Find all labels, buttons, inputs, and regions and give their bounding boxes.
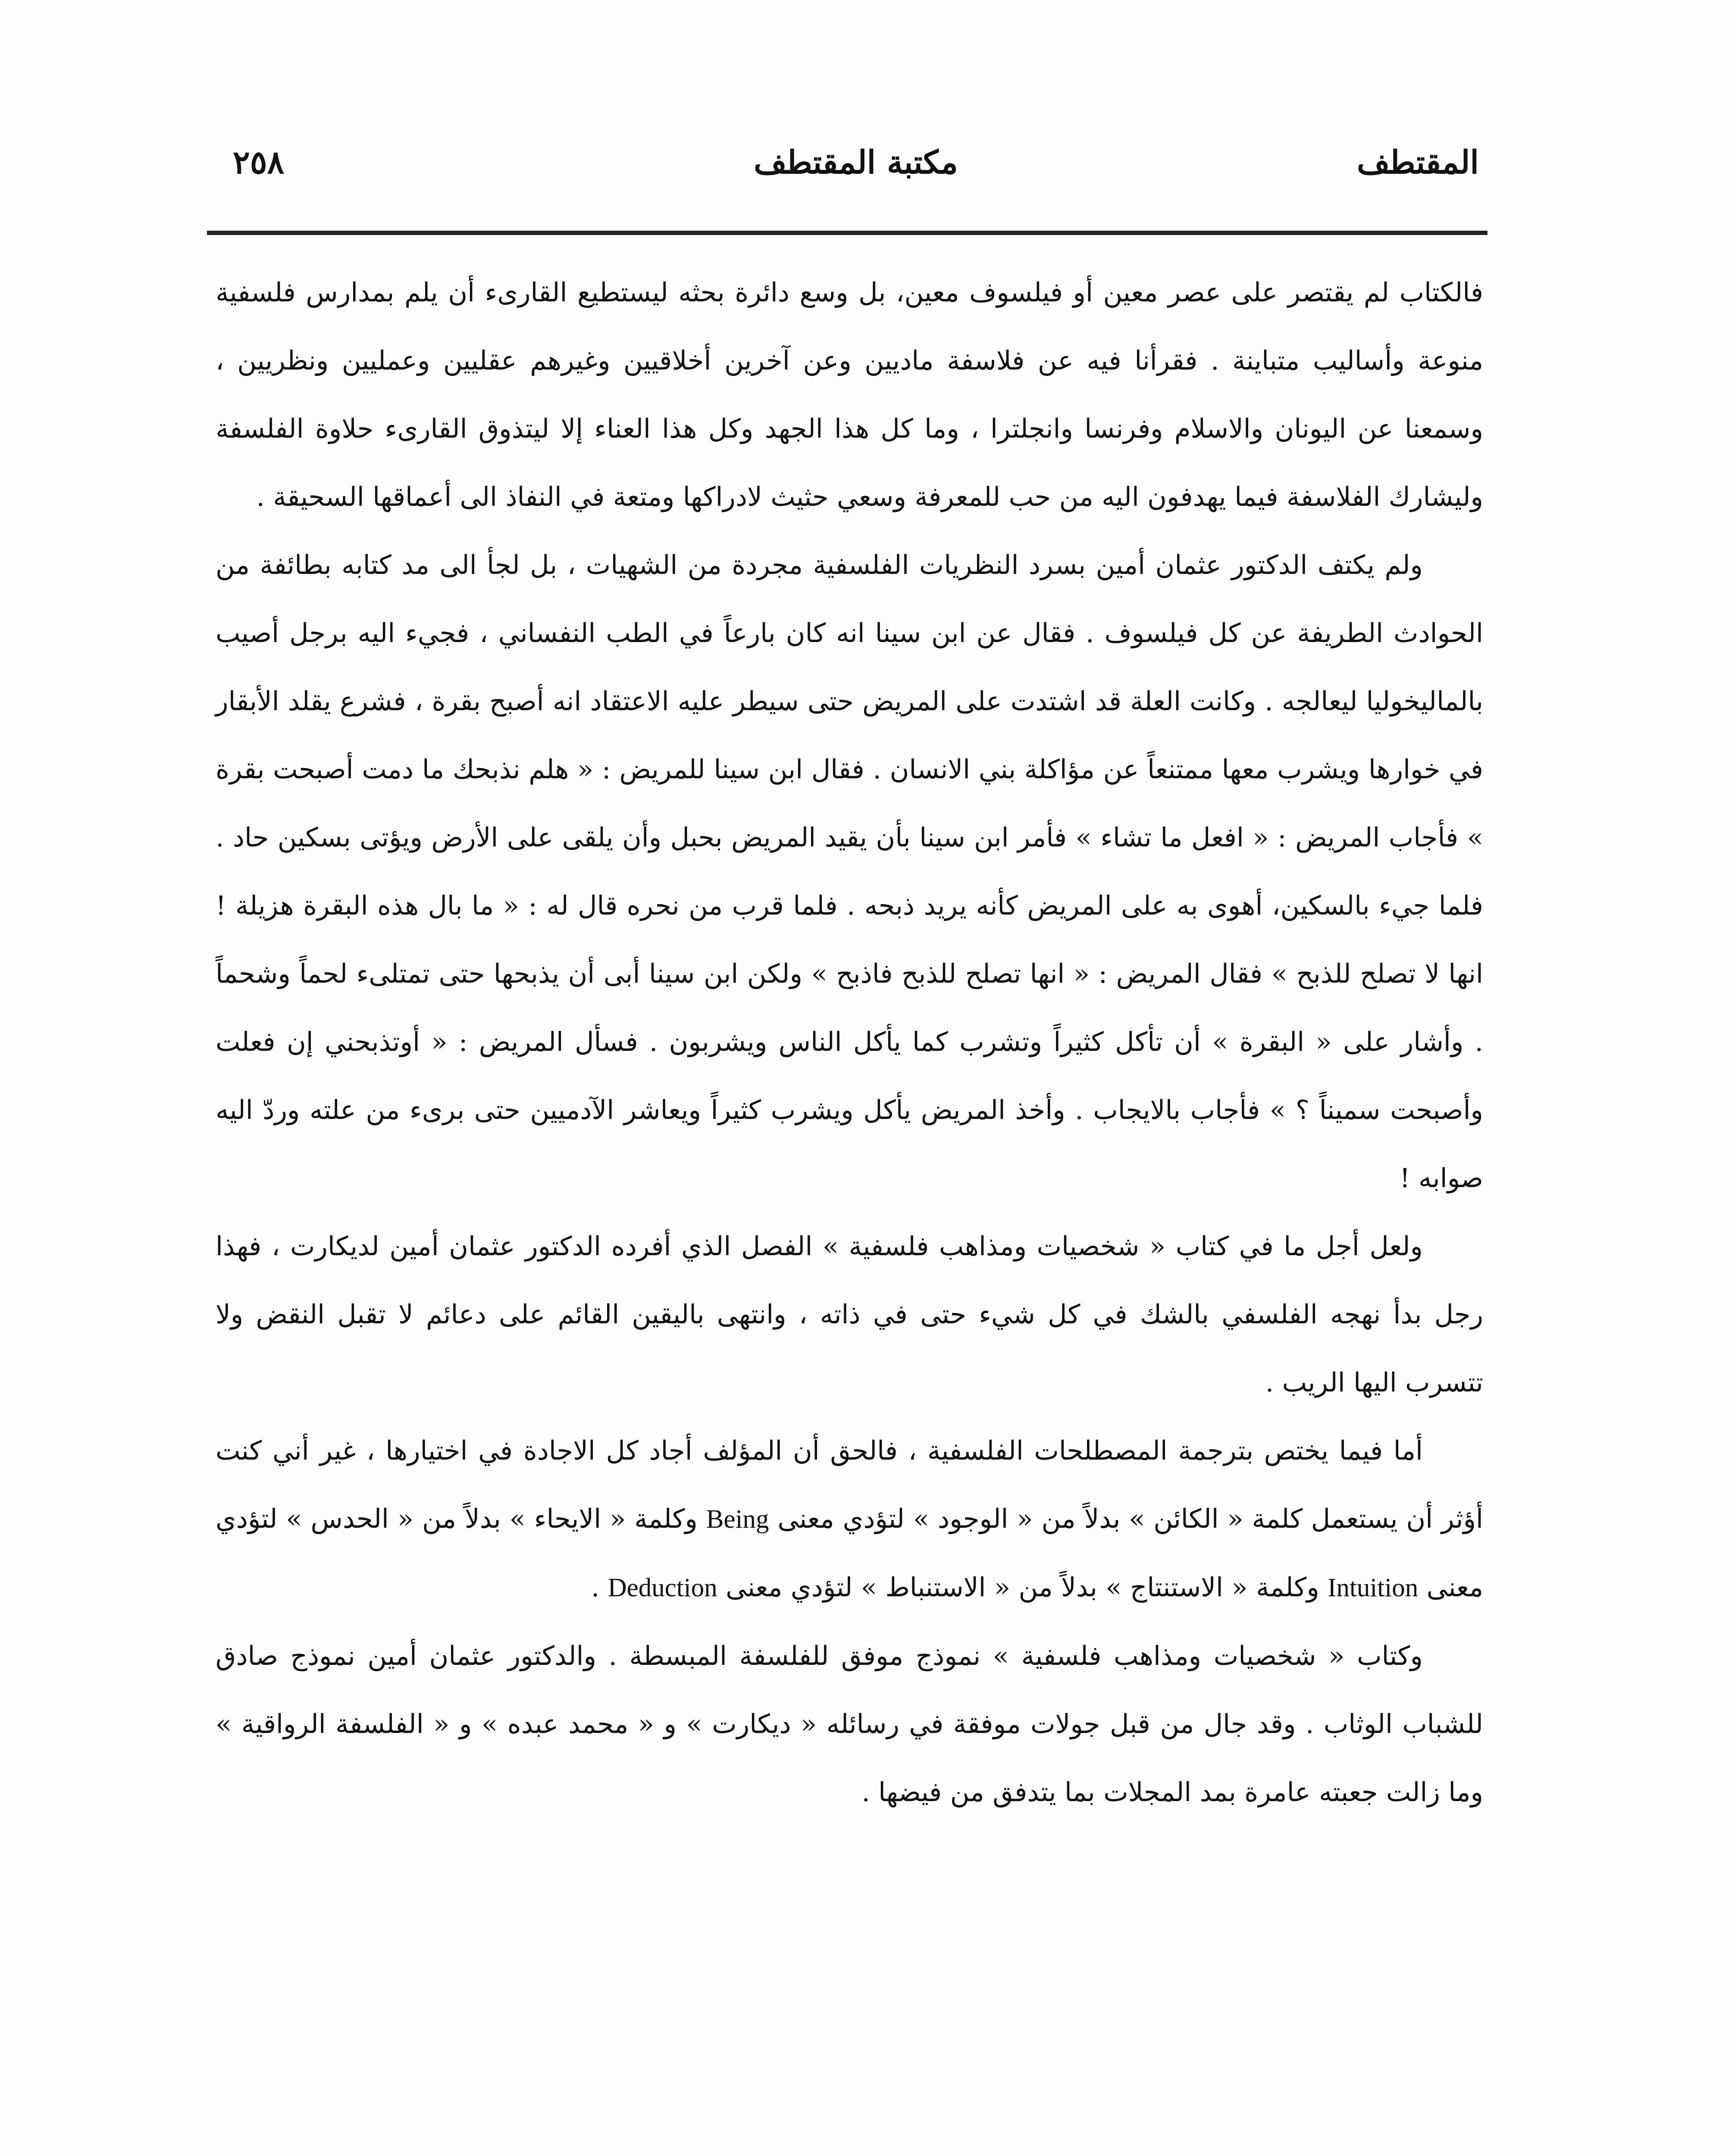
paragraph-2: ولم يكتف الدكتور عثمان أمين بسرد النظريات الفلسفية مجردة من الشهيات ، بل لجأ الى مد كتابه بطائفة من الحوادث الطريفة عن كل فيلسوف . فقال عن ابن سينا انه كان بارعاً في الطب النفساني ، فجيء اليه برجل أصيب بالماليخوليا ليعالجه . وكانت العلة قد اشتدت على المريض حتى سيطر عليه الاعتقاد انه أصبح بقرة ، فشرع يقلد الأبقار في خوارها ويشرب معها ممتنعاً عن مؤاكلة بني الانسان . فقال ابن سينا للمريض : « هلم نذبحك ما دمت أصبحت بقرة » فأجاب المريض : « افعل ما تشاء » فأمر ابن سينا بأن يقيد المريض بحبل وأن يلقى على الأرض ويؤتى بسكين حاد . فلما جيء بالسكين، أهوى به على المريض كأنه يريد ذبحه . فلما قرب من نحره قال له : « ما بال هذه البقرة هزيلة ! انها لا تصلح للذبح » فقال المريض : « انها تصلح للذبح فاذبح » ولكن ابن سينا أبى أن يذبحها حتى تمتلىء لحماً وشحماً . وأشار على « البقرة » أن تأكل كثيراً وتشرب كما يأكل الناس ويشربون . فسأل المريض : « أوتذبحني إن فعلت وأصبحت سميناً ؟ » فأجاب بالايجاب . وأخذ المريض يأكل ويشرب كثيراً ويعاشر الآدميين حتى برىء من علته وردّ اليه صوابه ! (216, 550, 1484, 1194)
paragraph-4-text-2: وكلمة « الايحاء » بدلاً من « الحدس » لتؤدي معنى (216, 1504, 1483, 1603)
paragraph-5: وكتاب « شخصيات ومذاهب فلسفية » نموذج موفق للفلسفة المبسطة . والدكتور عثمان أمين نموذج صادق للشباب الوثاب . وقد جال من قبل جولات موفقة في رسائله « ديكارت » و « محمد عبده » و « الفلسفة الرواقية » وما زالت جعبته عامرة بمد المجلات بما يتدفق من فيضها . (216, 1641, 1483, 1808)
paragraph-4-end: . (591, 1572, 600, 1603)
paragraph-4 (216, 1417, 1483, 1622)
paragraph-1: فالكتاب لم يقتصر على عصر معين أو فيلسوف معين، بل وسع دائرة بحثه ليستطيع القارىء أن يلم بمدارس فلسفية منوعة وأساليب متباينة . فقرأنا فيه عن فلاسفة ماديين وعن آخرين أخلاقيين وغيرهم عقليين وعمليين ونظريين ، وسمعنا عن اليونان والاسلام وفرنسا وانجلترا ، وما كل هذا الجهد وكل هذا العناء إلا ليتذوق القارىء حلاوة الفلسفة وليشارك الفلاسفة فيما يهدفون اليه من حب للمعرفة وسعي حثيث لادراكها ومتعة في النفاذ الى أعماقها السحيقة . (216, 277, 1483, 512)
book-title: مكتبة المقتطف (754, 144, 958, 181)
article-body (216, 259, 1483, 1827)
page-header (233, 144, 1479, 220)
header-divider (207, 231, 1488, 235)
term-intuition: Intuition (1328, 1573, 1419, 1602)
section-title: المقتطف (1357, 144, 1479, 181)
paragraph-3: ولعل أجل ما في كتاب « شخصيات ومذاهب فلسفية » الفصل الذي أفرده الدكتور عثمان أمين لديكارت ، فهذا رجل بدأ نهجه الفلسفي بالشك في كل شيء حتى في ذاته ، وانتهى باليقين القائم على دعائم لا تقبل النقض ولا تتسرب اليها الريب . (216, 1231, 1483, 1398)
paragraph-4-text-1: أما فيما يختص بترجمة المصطلحات الفلسفية ، فالحق أن المؤلف أجاد كل الاجادة في اختيارها ، غير أني كنت أؤثر أن يستعمل كلمة « الكائن » بدلاً من « الوجود » لتؤدي معنى (216, 1435, 1483, 1534)
page-number: ٢٥٨ (233, 144, 285, 181)
term-being: Being (706, 1505, 769, 1534)
paragraph-4-text-3: وكلمة « الاستنتاج » بدلاً من « الاستنباط » لتؤدي معنى (726, 1572, 1319, 1603)
term-deduction: Deduction (608, 1573, 717, 1602)
